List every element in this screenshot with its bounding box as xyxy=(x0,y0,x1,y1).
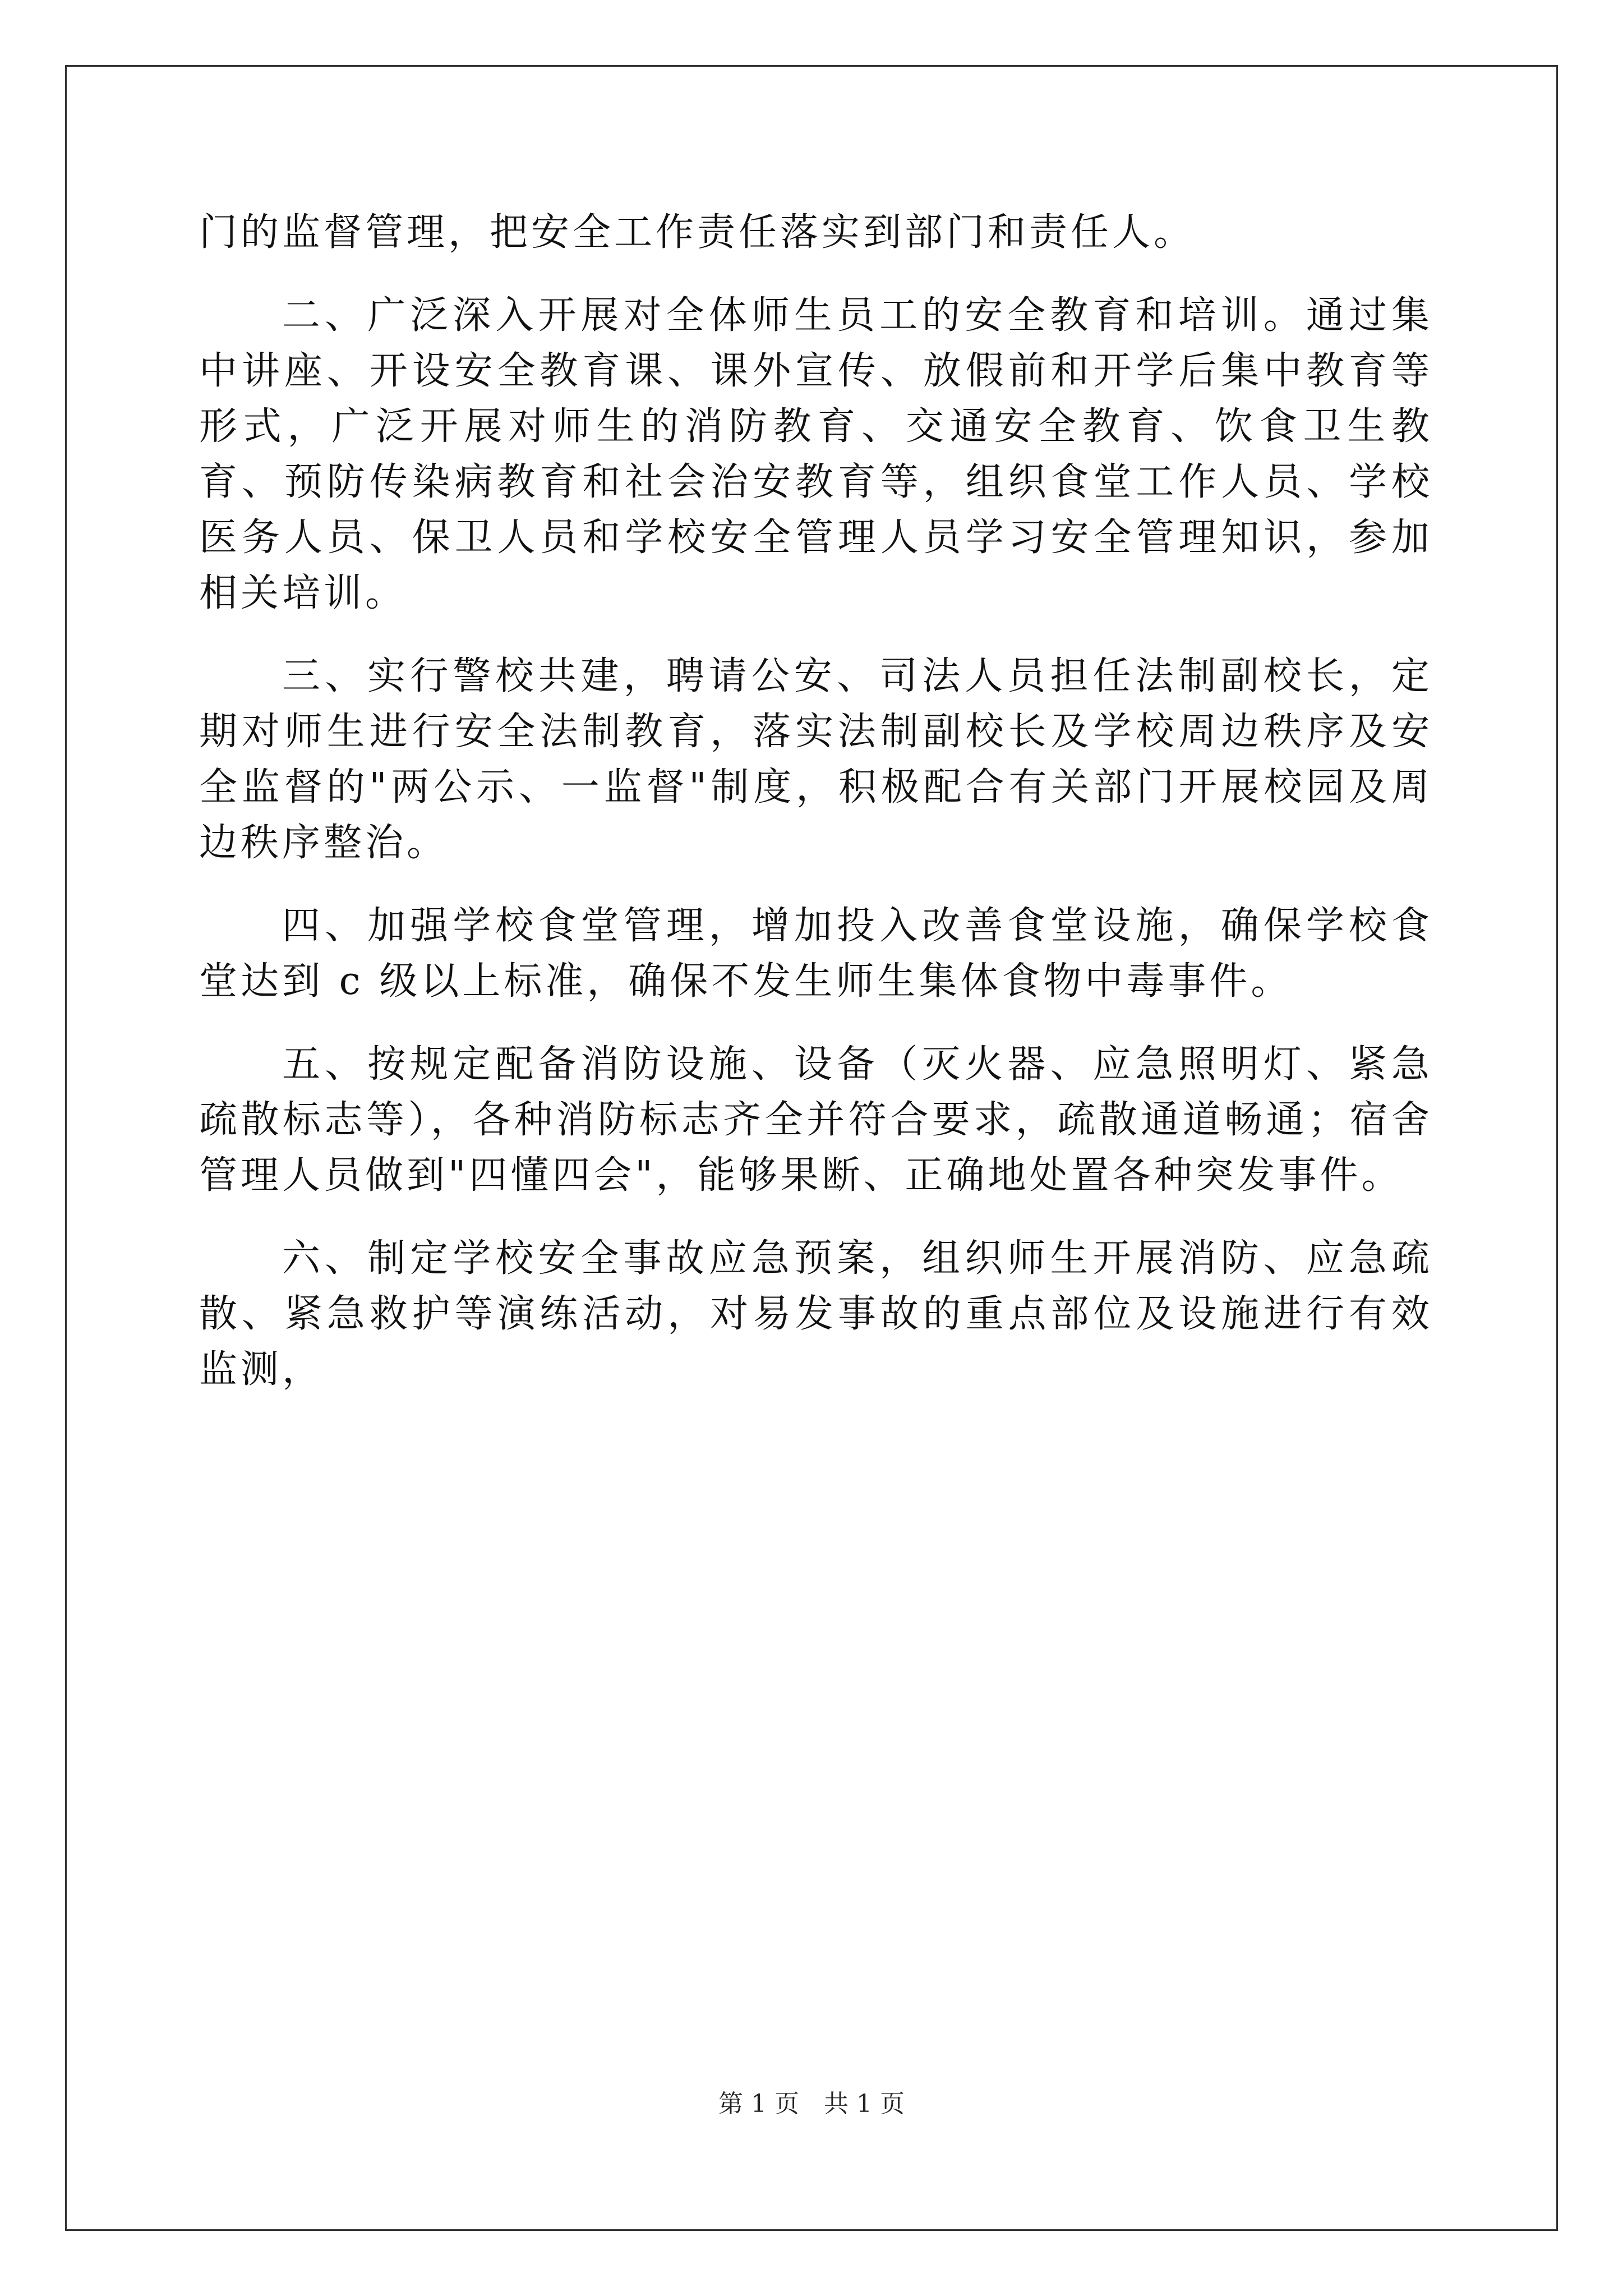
paragraph-1: 门的监督管理，把安全工作责任落实到部门和责任人。 xyxy=(199,210,1196,255)
paragraph-3: 三、实行警校共建，聘请公安、司法人员担任法制副校长，定期对师生进行安全法制教育，落实法制副校长及学校周边秩序及安全监督的"两公示、一监督"制度，积极配合有关部门开展校园及周边秩序整治。 xyxy=(199,654,1433,865)
paragraph-4: 四、加强学校食堂管理，增加投入改善食堂设施，确保学校食堂达到 c 级以上标准，确保不发生师生集体食物中毒事件。 xyxy=(199,904,1433,1004)
page-footer xyxy=(0,2090,1623,2119)
paragraph-5: 五、按规定配备消防设施、设备（灭火器、应急照明灯、紧急疏散标志等），各种消防标志齐全并符合要求，疏散通道畅通；宿舍管理人员做到"四懂四会"，能够果断、正确地处置各种突发事件。 xyxy=(199,1042,1433,1198)
paragraph-6: 六、制定学校安全事故应急预案，组织师生开展消防、应急疏散、紧急救护等演练活动，对易发事故的重点部位及设施进行有效监测， xyxy=(199,1236,1433,1392)
page-number-total: 共 1 页 xyxy=(824,2090,905,2118)
page-number-current: 第 1 页 xyxy=(718,2090,799,2118)
document-body xyxy=(199,205,1433,1425)
paragraph-2: 二、广泛深入开展对全体师生员工的安全教育和培训。通过集中讲座、开设安全教育课、课外宣传、放假前和开学后集中教育等形式，广泛开展对师生的消防教育、交通安全教育、饮食卫生教育、预防传染病教育和社会治安教育等，组织食堂工作人员、学校医务人员、保卫人员和学校安全管理人员学习安全管理知识，参加相关培训。 xyxy=(199,293,1433,615)
